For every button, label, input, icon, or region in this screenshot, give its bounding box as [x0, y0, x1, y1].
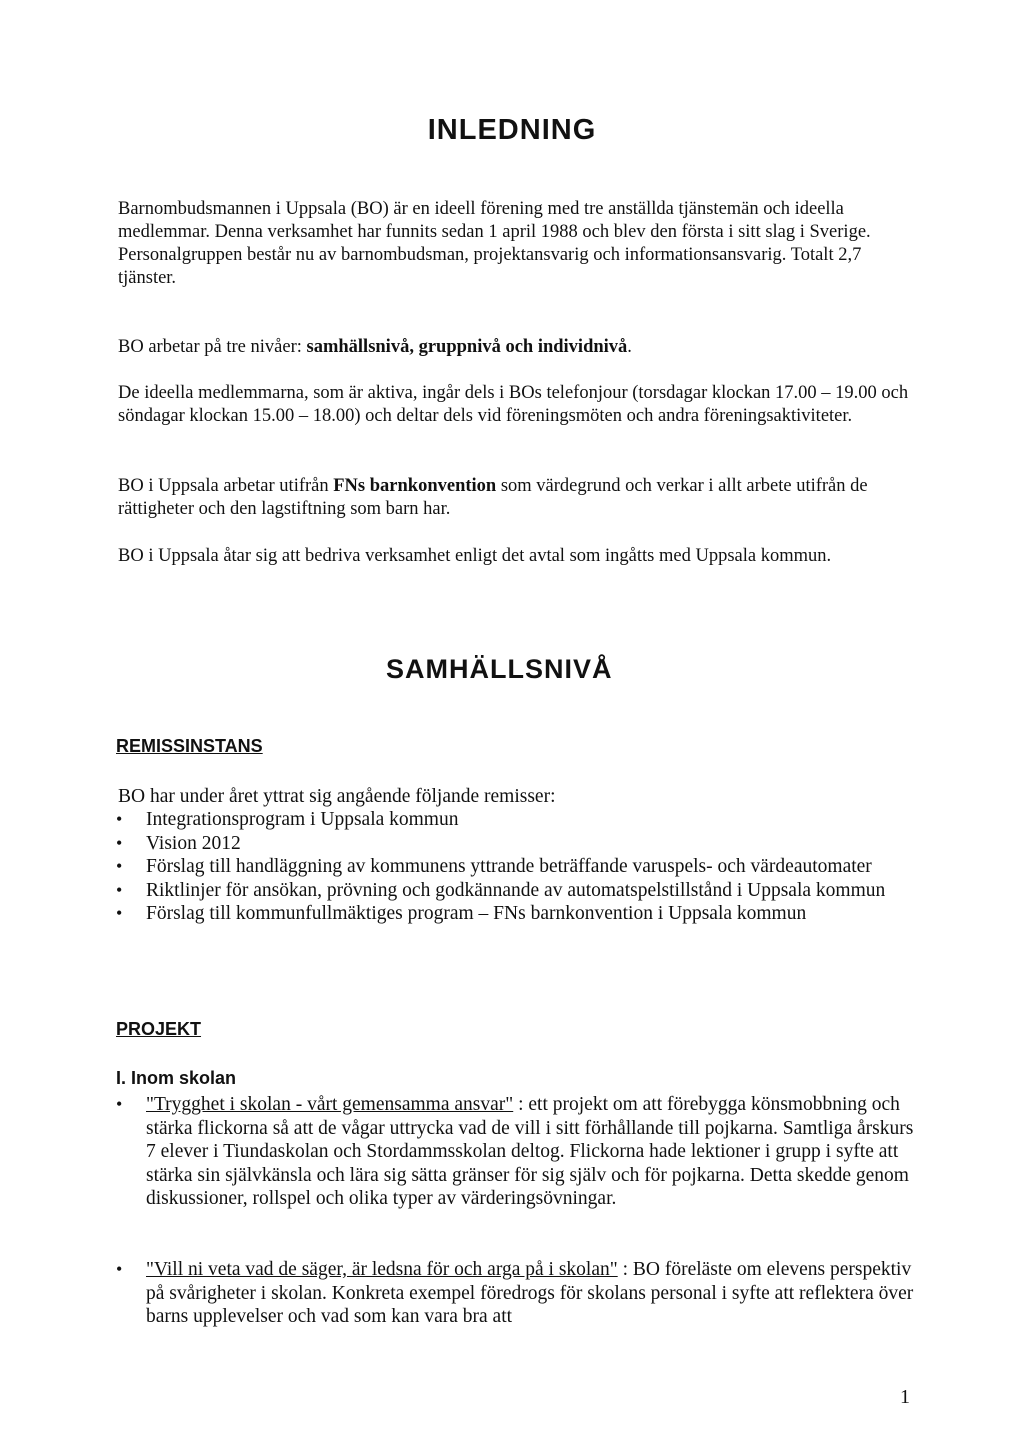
p2-text: BO arbetar på tre nivåer: [118, 337, 307, 357]
intro-paragraph-1: Barnombudsmannen i Uppsala (BO) är en ideell förening med tre anställda tjänstemän och ideella medlemmar. Denna verksamhet har funnits sedan 1 april 1988 och blev den första i sitt slag i Sverige. Personalgruppen består nu av barnombudsman, projektansvarig och informationsansvarig. Totalt 2,7 tjänster. [118, 199, 871, 288]
intro-paragraph-3: De ideella medlemmarna, som är aktiva, ingår dels i BOs telefonjour (torsdagar klockan 17.00 – 19.00 och söndagar klockan 15.00 – 18.00) och deltar dels vid föreningsmöten och andra föreningsaktiviteter. [118, 383, 909, 426]
p4-text: BO i Uppsala arbetar utifrån [118, 476, 334, 496]
list-item: • Förslag till kommunfullmäktiges program – FNs barnkonvention i Uppsala kommun [116, 902, 916, 926]
list-item [116, 1093, 916, 1211]
intro-paragraph-2 [118, 336, 918, 359]
list-item [116, 1258, 916, 1329]
p4-bold: FNs barnkonvention [333, 476, 497, 496]
page-number: 1 [900, 1386, 910, 1408]
page-heading: INLEDNING [427, 114, 597, 146]
remiss-list [116, 808, 916, 926]
project-description: : BO föreläste om elevens perspektiv på svårigheter i skolan. Konkreta exempel föredrogs för skolans personal i syfte att reflektera över barns upplevelser och vad som kan vara bra att [146, 1259, 914, 1327]
p2-bold: samhällsnivå, gruppnivå och individnivå [306, 337, 628, 357]
intro-paragraph-5: BO i Uppsala åtar sig att bedriva verksamhet enligt det avtal som ingåtts med Uppsala kommun. [118, 546, 832, 566]
p2-end: . [627, 337, 632, 357]
list-item: • Integrationsprogram i Uppsala kommun [116, 808, 916, 832]
projekt-heading: PROJEKT [116, 1019, 202, 1039]
intro-paragraph-4 [118, 475, 918, 521]
projekt-list-1 [116, 1093, 916, 1211]
project-description: : ett projekt om att förebygga könsmobbning och stärka flickorna så att de vågar uttrycka vad de vill i sitt förhållande till pojkarna. Samtliga årskurs 7 elever i Tiundaskolan och Stordammsskolan deltog. Flickorna hade lektioner i grupp i syfte att stärka sin självkänsla och lära sig sätta gränser för sig själv och för pojkarna. Detta skedde genom diskussioner, rollspel och olika typer av värderingsövningar. [146, 1094, 914, 1209]
list-item: • Riktlinjer för ansökan, prövning och godkännande av automatspelstillstånd i Uppsala kommun [116, 879, 916, 903]
remiss-intro: BO har under året yttrat sig angående följande remisser: [118, 786, 556, 807]
remiss-heading: REMISSINSTANS [116, 736, 263, 756]
list-item: • Vision 2012 [116, 832, 916, 856]
projekt-subheading: I. Inom skolan [116, 1068, 237, 1088]
list-item: • Förslag till handläggning av kommunens yttrande beträffande varuspels- och värdeautomater [116, 855, 916, 879]
section-heading: SAMHÄLLSNIVÅ [386, 654, 613, 684]
project-title-link[interactable]: "Vill ni veta vad de säger, är ledsna för och arga på i skolan" [146, 1259, 618, 1280]
p4-end: som värdegrund och verkar i allt arbete utifrån de rättigheter och den lagstiftning som barn har. [118, 476, 868, 519]
projekt-list-2 [116, 1258, 916, 1329]
project-title-link[interactable]: "Trygghet i skolan - vårt gemensamma ansvar" [146, 1094, 514, 1115]
